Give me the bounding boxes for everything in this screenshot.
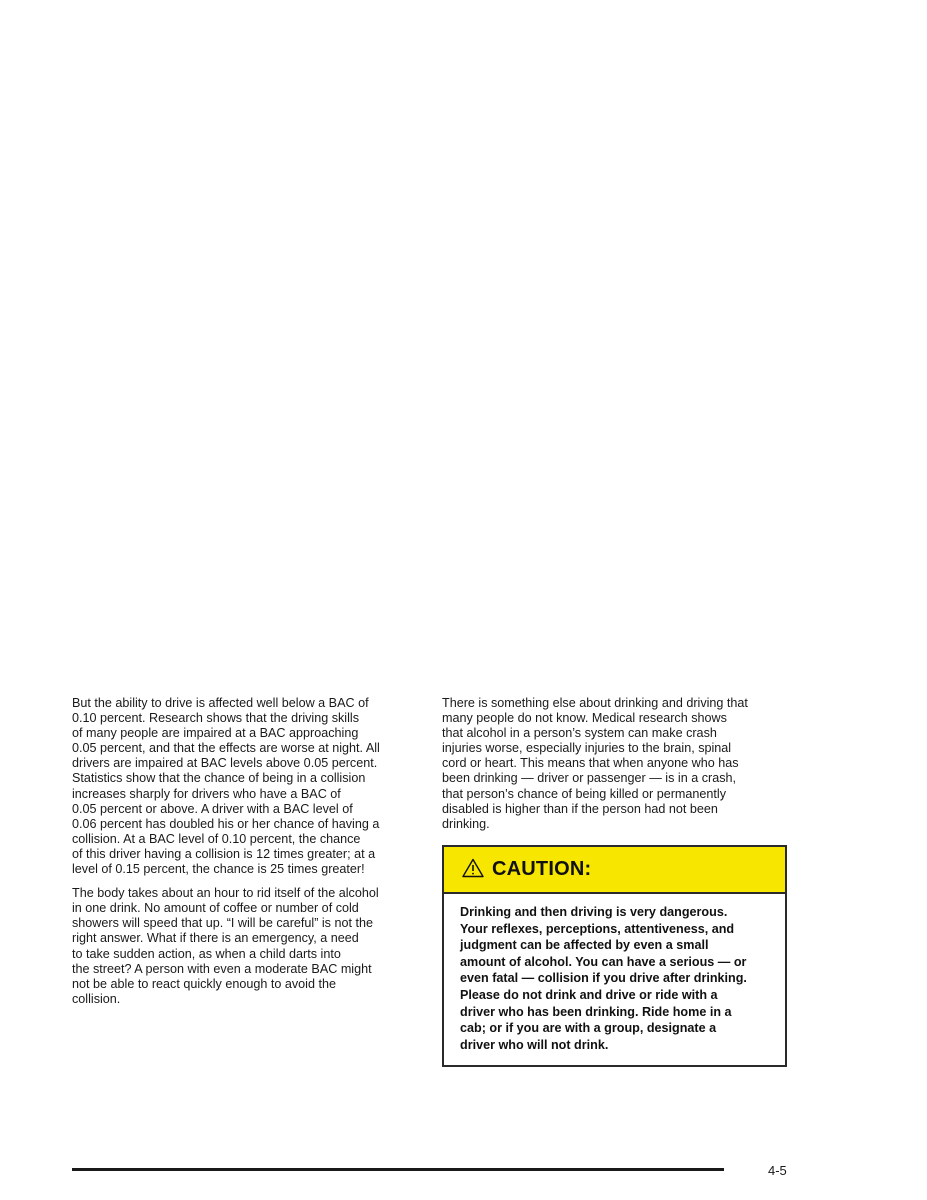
right-paragraph-injuries: There is something else about drinking and driving that many people do not know. Medical research shows that alcohol in a person’s system can make crash injuries worse, especially injuries to the brain, spinal cord or heart. This means that when anyone who has been drinking — driver or passenger — is in a crash, that person’s chance of being killed or permanently disabled is higher than if the person had not been drinking. xyxy=(442,696,748,831)
caution-header xyxy=(444,847,785,894)
caution-title: CAUTION: xyxy=(492,858,592,880)
warning-triangle-icon xyxy=(462,858,484,878)
left-paragraph-body-alcohol: The body takes about an hour to rid itself of the alcohol in one drink. No amount of coffee or number of cold showers will speed that up. “I will be careful” is not the right answer. What if there is an emergency, a need to take sudden action, as when a child darts into the street? A person with even a moderate BAC might not be able to react quickly enough to avoid the collision. xyxy=(72,886,379,1006)
right-column xyxy=(442,696,787,841)
footer-rule xyxy=(72,1168,724,1171)
left-paragraph-bac-effects: But the ability to drive is affected well below a BAC of 0.10 percent. Research shows that the driving skills of many people are impaired at a BAC approaching 0.05 percent, and that the effects are worse at night. All drivers are impaired at BAC levels above 0.05 percent. Statistics show that the chance of being in a collision increases sharply for drivers who have a BAC of 0.05 percent or above. A driver with a BAC level of 0.06 percent has doubled his or her chance of having a collision. At a BAC level of 0.10 percent, the chance of this driver having a collision is 12 times greater; at a level of 0.15 percent, the chance is 25 times greater! xyxy=(72,696,380,877)
caution-box xyxy=(442,845,787,1067)
page-number: 4-5 xyxy=(768,1163,787,1178)
caution-body: Drinking and then driving is very dangerous. Your reflexes, perceptions, attentiveness, and judgment can be affected by even a small amount of alcohol. You can have a serious — or even fatal — collision if you drive after drinking. Please do not drink and drive or ride with a driver who has been drinking. Ride home in a cab; or if you are with a group, designate a driver who will not drink. xyxy=(460,905,747,1052)
left-column xyxy=(72,696,417,1016)
